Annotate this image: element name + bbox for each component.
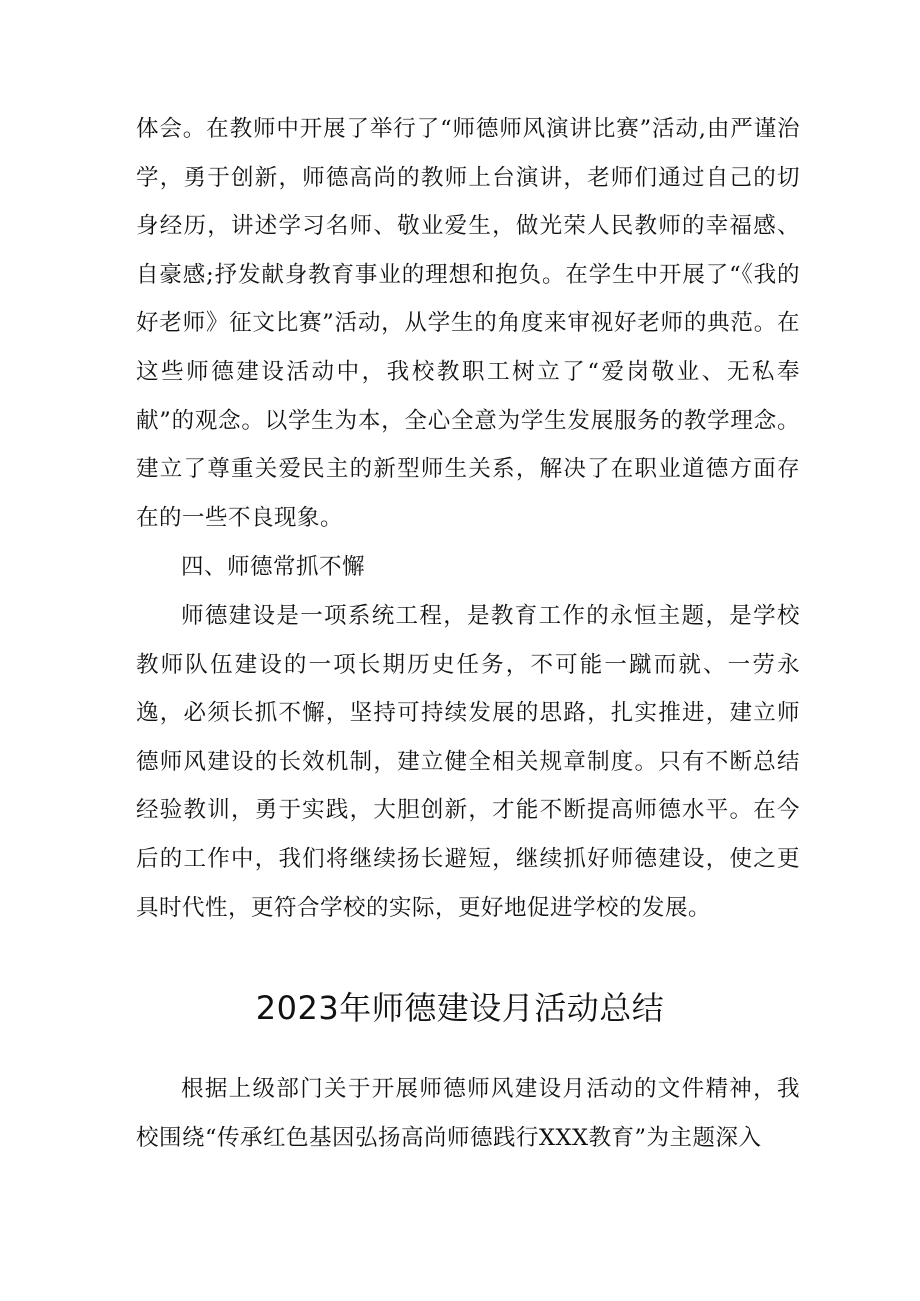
body-paragraph-continued: 体会。在教师中开展了举行了“师德师风演讲比赛”活动,由严谨治学，勇于创新，师德高尚的教师上台演讲，老师们通过自己的切身经历，讲述学习名师、敬业爱生，做光荣人民教师的幸福感、自豪感;抒发献身教育事业的理想和抱负。在学生中开展了“《我的好老师》征文比赛”活动，从学生的角度来审视好老师的典范。在这些师德建设活动中，我校教职工树立了“爱岗敬业、无私奉献”的观念。以学生为本，全心全意为学生发展服务的教学理念。建立了尊重关爱民主的新型师生关系，解决了在职业道德方面存在的一些不良现象。 (136, 116, 800, 531)
body-paragraph-intro: 根据上级部门关于开展师德师风建设月活动的文件精神，我校围绕“传承红色基因弘扬高尚师德践行XXX教育”为主题深入 (136, 1076, 800, 1151)
section-heading: 四、师德常抓不懈 (181, 554, 366, 580)
document-title: 2023年师德建设月活动总结 (255, 989, 665, 1027)
body-paragraph: 师德建设是一项系统工程，是教育工作的永恒主题，是学校教师队伍建设的一项长期历史任务，不可能一蹴而就、一劳永逸，必须长抓不懈，坚持可持续发展的思路，扎实推进，建立师德师风建设的长效机制，建立健全相关规章制度。只有不断总结经验教训，勇于实践，大胆创新，才能不断提高师德水平。在今后的工作中，我们将继续扬长避短，继续抓好师德建设，使之更具时代性，更符合学校的实际，更好地促进学校的发展。 (136, 603, 800, 921)
